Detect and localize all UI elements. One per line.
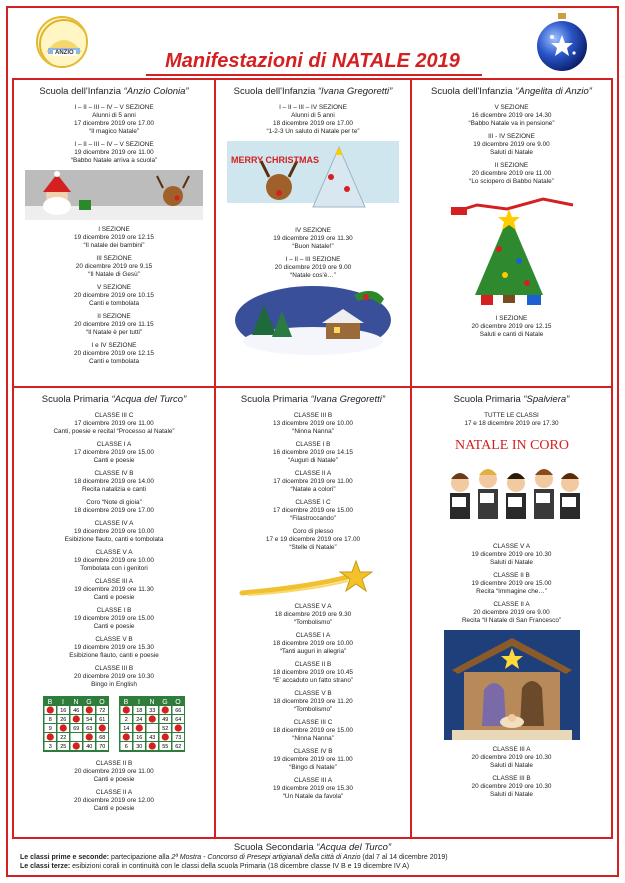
bingo-marker [162, 733, 169, 740]
bingo-marker [73, 742, 80, 749]
bingo-marker [175, 724, 182, 731]
bingo-number: 52 [162, 726, 169, 733]
box-title: Scuola dell'Infanzia “Ivana Gregoretti” [233, 86, 393, 97]
shooting-star-picture [238, 557, 388, 597]
bingo-letter: B [47, 699, 53, 706]
footer-secondaria [12, 837, 613, 875]
event: CLASSE III B 13 dicembre 2019 ore 10.00 “Ninna Nanna” [273, 412, 353, 435]
event: I SEZIONE 20 dicembre 2019 ore 12.15 Saluti e canti di Natale [471, 315, 552, 338]
christmas-tree-sleigh-picture [447, 191, 577, 309]
box-title: Scuola Primaria “Spalviera” [453, 394, 570, 405]
bingo-number: 69 [73, 726, 80, 733]
box-title: Scuola Primaria “Acqua del Turco” [41, 394, 187, 405]
event: CLASSE I A 18 dicembre 2019 ore 10.00 “Tanti auguri in allegria” [273, 632, 353, 655]
header [8, 8, 617, 76]
event: CLASSE V A 18 dicembre 2019 ore 9.30 “Tombolismo” [274, 603, 352, 626]
bingo-number: 46 [73, 708, 80, 715]
event: CLASSE III C 18 dicembre 2019 ore 15.00 “Ninna Nanna” [273, 719, 353, 742]
bingo-number: 30 [136, 744, 143, 751]
bingo-cards-picture [39, 694, 189, 754]
bingo-marker [86, 706, 93, 713]
bingo-marker [149, 742, 156, 749]
event: CLASSE IV A 19 dicembre 2019 ore 10.00 Esibizione flauto, canti e tombolata [64, 520, 164, 543]
event: TUTTE LE CLASSI 17 e 18 dicembre 2019 ore 17.30 [464, 412, 559, 427]
bingo-number: 49 [162, 717, 169, 724]
bingo-number: 54 [86, 717, 93, 724]
event: III SEZIONE 20 dicembre 2019 ore 9.15 “Il Natale di Gesù” [75, 255, 153, 278]
event: CLASSE I C 17 dicembre 2019 ore 15.00 “Filastroccando” [273, 499, 353, 522]
bingo-number: 66 [175, 708, 182, 715]
bingo-number: 22 [60, 735, 67, 742]
logo-text: ANZIO [55, 50, 74, 56]
box-infanzia-anzio-colonia [12, 78, 216, 388]
event: CLASSE II A 20 dicembre 2019 ore 12.00 Canti e poesie [74, 789, 154, 812]
event: Coro di plesso 17 e 19 dicembre 2019 ore 17.00 “Stelle di Natale” [265, 528, 361, 551]
bingo-number: 6 [124, 744, 128, 751]
nativity-picture [444, 630, 580, 740]
bingo-number: 68 [99, 735, 106, 742]
merry-christmas-text: MERRY CHRISTMAS [231, 155, 320, 165]
bingo-number: 73 [175, 735, 182, 742]
box-title: Scuola Primaria “Ivana Gregoretti” [240, 394, 386, 405]
bingo-marker [60, 724, 67, 731]
event: CLASSE V B 18 dicembre 2019 ore 11.20 “Tombolismo” [273, 690, 353, 713]
bingo-number: 64 [175, 717, 182, 724]
bingo-card-left [43, 696, 109, 752]
bingo-number: 16 [60, 708, 67, 715]
bingo-number: 72 [99, 708, 106, 715]
bingo-marker [123, 706, 130, 713]
bingo-number: 2 [124, 717, 128, 724]
event: CLASSE I A 17 dicembre 2019 ore 15.00 Canti e poesie [74, 441, 154, 464]
merry-christmas-picture [227, 141, 399, 221]
event: CLASSE III B 20 dicembre 2019 ore 10.30 Saluti di Natale [471, 775, 552, 798]
choir-children-picture [432, 433, 592, 537]
event: CLASSE IV B 18 dicembre 2019 ore 14.00 Recita natalizia e canti [74, 470, 154, 493]
bingo-number: 9 [48, 726, 52, 733]
bingo-marker [136, 724, 143, 731]
bingo-letter: I [138, 699, 140, 706]
footer-line-1: Le classi prime e seconde: partecipazione alla 2ª Mostra - Concorso di Presepi artigianali della città di Anzio (dal 7 al 14 dicembre 2019) [20, 854, 448, 861]
event: CLASSE V A 19 dicembre 2019 ore 10.30 Saluti di Natale [471, 543, 552, 566]
bingo-number: 14 [123, 726, 130, 733]
footer-title: Scuola Secondaria “Acqua del Turco” [233, 842, 392, 853]
bingo-number: 25 [60, 744, 67, 751]
box-primaria-spalviera [410, 386, 613, 839]
snowy-village-picture [234, 285, 392, 355]
event: CLASSE I B 16 dicembre 2019 ore 14.15 “Auguri di Natale” [273, 441, 353, 464]
event: CLASSE II A 20 dicembre 2019 ore 9.00 Recita “Il Natale di San Francesco” [461, 601, 562, 624]
event: V SEZIONE 16 dicembre 2019 ore 14.30 “Babbo Natale va in pensione” [468, 104, 555, 127]
event: CLASSE III C 17 dicembre 2019 ore 11.00 Canti, poesie e recital “Processo al Natale” [53, 412, 175, 435]
event: CLASSE III A 19 dicembre 2019 ore 15.30 “Un Natale da favola” [273, 777, 353, 800]
event: CLASSE III B 20 dicembre 2019 ore 10.30 Bingo in English [74, 665, 154, 688]
natale-in-coro-text: NATALE IN CORO [454, 438, 569, 453]
event: I – II – III – IV SEZIONE Alunni di 5 anni 18 dicembre 2019 ore 17.00 “1-2-3 Un saluto di Natale per te” [266, 104, 360, 135]
bingo-number: 61 [99, 717, 106, 724]
box-title: Scuola dell'Infanzia “Angelita di Anzio” [431, 86, 592, 97]
event: CLASSE V A 19 dicembre 2019 ore 10.00 Tombolata con i genitori [74, 549, 154, 572]
bingo-number: 18 [136, 708, 143, 715]
bingo-letter: B [123, 699, 129, 706]
bingo-marker [47, 706, 54, 713]
box-primaria-acqua-del-turco [12, 386, 216, 839]
bingo-letter: N [73, 699, 79, 706]
santa-reindeer-picture [25, 170, 203, 220]
christmas-ball-icon [532, 11, 592, 73]
bingo-marker [47, 733, 54, 740]
bingo-letter: N [149, 699, 155, 706]
poster [6, 6, 619, 877]
title-underline [146, 74, 482, 76]
bingo-letter: G [162, 699, 168, 706]
event: CLASSE I B 19 dicembre 2019 ore 15.00 Canti e poesie [74, 607, 154, 630]
bingo-number: 16 [136, 735, 143, 742]
box-primaria-ivana-gregoretti [214, 386, 412, 839]
event: I – II – III – IV – V SEZIONE Alunni di 5 anni 17 dicembre 2019 ore 17.00 “Il magico Natale” [74, 104, 154, 135]
bingo-number: 62 [175, 744, 182, 751]
event: I – II – III SEZIONE 20 dicembre 2019 ore 9.00 “Natale cos’è…” [274, 256, 352, 279]
event: V SEZIONE 20 dicembre 2019 ore 10.15 Canti e tombolata [74, 284, 154, 307]
bingo-letter: O [175, 699, 181, 706]
box-infanzia-ivana-gregoretti [214, 78, 412, 388]
event: CLASSE II B 18 dicembre 2019 ore 10.45 “E’ accaduto un fatto strano” [272, 661, 354, 684]
bingo-number: 33 [149, 708, 156, 715]
bingo-letter: I [62, 699, 64, 706]
bingo-number: 24 [136, 717, 143, 724]
event: I – II – III – IV – V SEZIONE 19 dicembre 2019 ore 11.00 “Babbo Natale arriva a scuola” [70, 141, 158, 164]
event: Coro “Note di gioia” 18 dicembre 2019 ore 17.00 [74, 499, 154, 514]
event: CLASSE IV B 19 dicembre 2019 ore 11.00 “Bingo di Natale” [273, 748, 353, 771]
event: CLASSE V B 19 dicembre 2019 ore 15.30 Esibizione flauto, canti e poesie [69, 636, 159, 659]
bingo-letter: G [86, 699, 92, 706]
bingo-number: 70 [99, 744, 106, 751]
footer-line-2: Le classi terze: esibizioni corali in continuità con le classi della scuola Primaria (18 dicembre classe IV B e 19 dicembre IV A) [20, 863, 410, 870]
bingo-number: 63 [86, 726, 93, 733]
bingo-number: 43 [149, 735, 156, 742]
bingo-marker [73, 715, 80, 722]
bingo-number: 40 [86, 744, 93, 751]
bingo-number: 3 [48, 744, 52, 751]
event: III - IV SEZIONE 19 dicembre 2019 ore 9.00 Saluti di Natale [473, 133, 550, 156]
event: CLASSE II A 17 dicembre 2019 ore 11.00 “Natale a colori” [273, 470, 353, 493]
event: CLASSE III A 19 dicembre 2019 ore 11.30 Canti e poesie [74, 578, 154, 601]
event: I e IV SEZIONE 20 dicembre 2019 ore 12.15 Canti e tombolata [74, 342, 154, 365]
bingo-letter: O [99, 699, 105, 706]
event: CLASSE II B 20 dicembre 2019 ore 11.00 Canti e poesie [74, 760, 154, 783]
bingo-marker [123, 733, 130, 740]
bingo-number: 8 [48, 717, 52, 724]
bingo-number: 55 [162, 744, 169, 751]
box-infanzia-angelita-di-anzio [410, 78, 613, 388]
event: CLASSE III A 20 dicembre 2019 ore 10.30 Saluti di Natale [471, 746, 552, 769]
bingo-marker [162, 706, 169, 713]
bingo-marker [86, 733, 93, 740]
bingo-number: 26 [60, 717, 67, 724]
event: CLASSE II B 19 dicembre 2019 ore 15.00 Recita “Immagine che…” [471, 572, 552, 595]
bingo-card-right [119, 696, 185, 752]
box-title: Scuola dell'Infanzia “Anzio Colonia” [39, 86, 189, 97]
event: II SEZIONE 20 dicembre 2019 ore 11.00 “Lo sciopero di Babbo Natale” [469, 162, 554, 185]
event: II SEZIONE 20 dicembre 2019 ore 11.15 “Il Natale è per tutti” [74, 313, 154, 336]
event: IV SEZIONE 19 dicembre 2019 ore 11.30 “Buon Natale!” [273, 227, 353, 250]
bingo-marker [149, 715, 156, 722]
page-title: Manifestazioni di NATALE 2019 [165, 50, 460, 72]
event: I SEZIONE 19 dicembre 2019 ore 12.15 “Il natale dei bambini” [74, 226, 154, 249]
bingo-marker [99, 724, 106, 731]
